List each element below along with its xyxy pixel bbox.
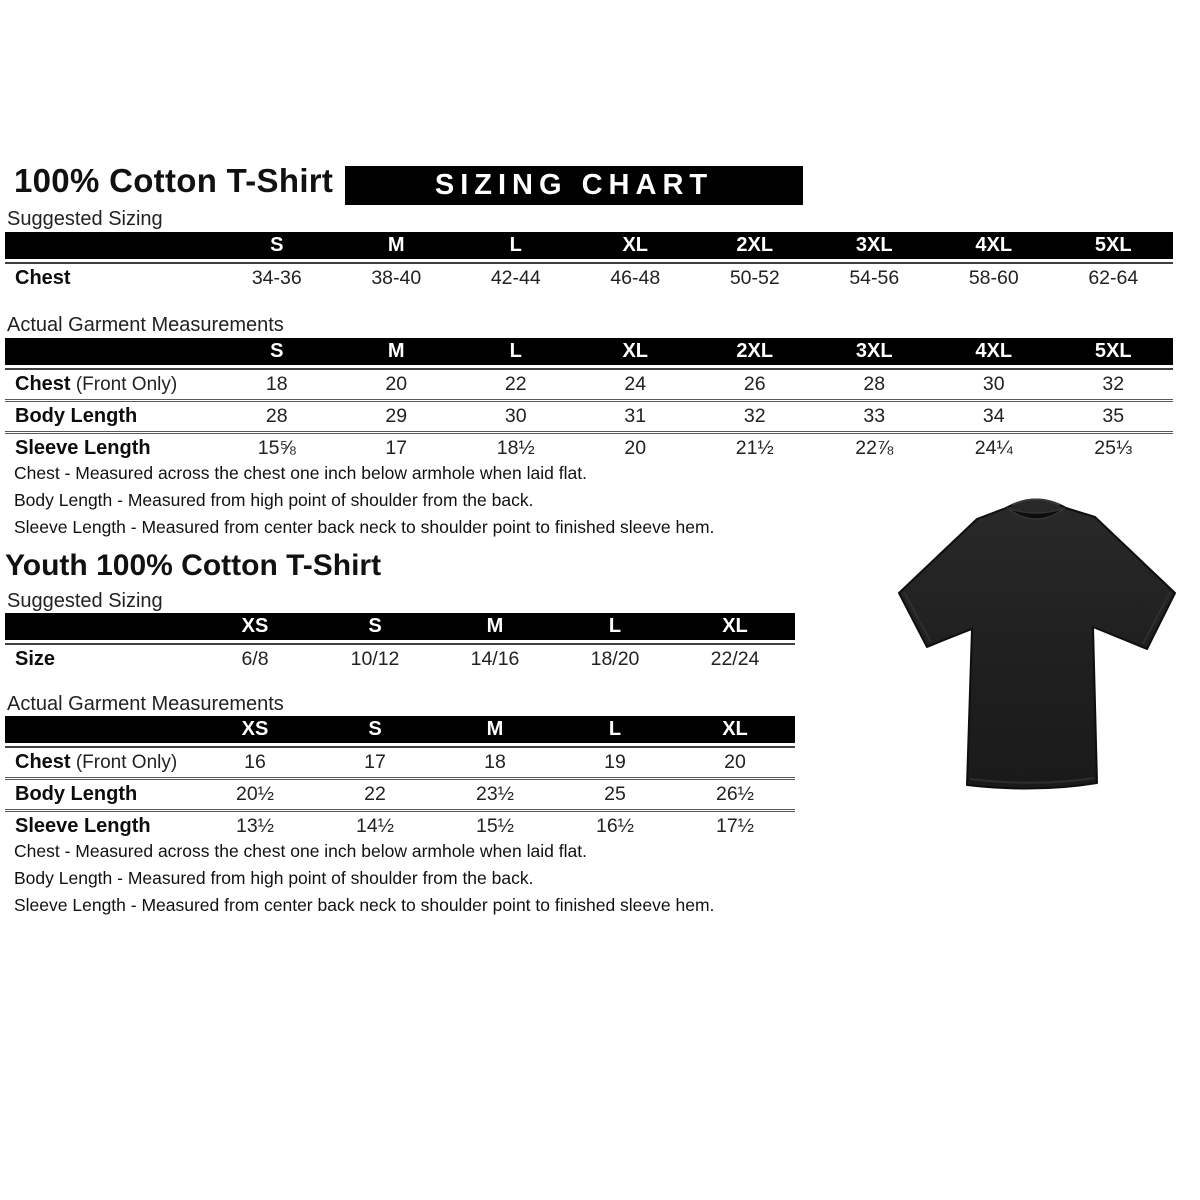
column-header-s: S	[315, 613, 435, 643]
note-body-length: Body Length - Measured from high point of shoulder from the back.	[14, 490, 534, 510]
table-row-sleeve-length	[5, 809, 795, 841]
cell-value: 21½	[695, 431, 815, 463]
table-header-row	[5, 338, 1173, 368]
cell-value: 42-44	[456, 262, 576, 293]
cell-value: 34-36	[217, 262, 337, 293]
column-header-5xl: 5XL	[1054, 232, 1174, 262]
cell-value: 22/24	[675, 643, 795, 674]
cell-value: 50-52	[695, 262, 815, 293]
table-header-row	[5, 232, 1173, 262]
cell-value: 26½	[675, 777, 795, 809]
row-label-suffix: (Front Only)	[70, 374, 178, 395]
row-label-text: Body Length	[15, 405, 138, 427]
row-label-body-length	[5, 399, 217, 431]
adult-actual-measurements-label: Actual Garment Measurements	[7, 314, 284, 336]
table-header-row	[5, 716, 795, 746]
cell-value: 20½	[195, 777, 315, 809]
column-header-3xl: 3XL	[815, 232, 935, 262]
cell-value: 14/16	[435, 643, 555, 674]
note-sleeve-length: Sleeve Length - Measured from center back neck to shoulder point to finished sleeve hem.	[14, 517, 715, 537]
table-row-size	[5, 643, 795, 674]
column-header-m: M	[435, 613, 555, 643]
cell-value: 18	[217, 368, 337, 399]
page-title: 100% Cotton T-Shirt	[14, 162, 334, 199]
table-row-body-length	[5, 777, 795, 809]
cell-value: 14½	[315, 809, 435, 841]
cell-value: 20	[576, 431, 696, 463]
column-header-xs: XS	[195, 613, 315, 643]
column-header-xl: XL	[576, 338, 696, 368]
cell-value: 18	[435, 746, 555, 777]
cell-value: 22	[456, 368, 576, 399]
note-chest: Chest - Measured across the chest one inch below armhole when laid flat.	[14, 841, 587, 861]
column-header-xl: XL	[576, 232, 696, 262]
cell-value: 25	[555, 777, 675, 809]
youth-actual-measurements-table	[5, 716, 795, 841]
row-label-body-length	[5, 777, 195, 809]
tshirt-body-shape	[899, 500, 1175, 789]
adult-suggested-sizing-table	[5, 232, 1173, 293]
column-header-m: M	[337, 338, 457, 368]
column-header-l: L	[456, 338, 576, 368]
row-label-text: Sleeve Length	[15, 437, 151, 459]
cell-value: 26	[695, 368, 815, 399]
column-header-l: L	[555, 613, 675, 643]
cell-value: 34	[934, 399, 1054, 431]
column-header-xs: XS	[195, 716, 315, 746]
cell-value: 24¼	[934, 431, 1054, 463]
table-corner-cell	[5, 338, 217, 368]
column-header-m: M	[337, 232, 457, 262]
cell-value: 13½	[195, 809, 315, 841]
youth-measurement-notes	[14, 838, 714, 919]
cell-value: 62-64	[1054, 262, 1174, 293]
cell-value: 31	[576, 399, 696, 431]
cell-value: 35	[1054, 399, 1174, 431]
table-row-chest	[5, 368, 1173, 399]
column-header-2xl: 2XL	[695, 338, 815, 368]
row-label-chest	[5, 262, 217, 293]
table-row-chest	[5, 746, 795, 777]
row-label-sleeve-length	[5, 431, 217, 463]
cell-value: 10/12	[315, 643, 435, 674]
row-label-suffix: (Front Only)	[70, 752, 178, 773]
cell-value: 17	[315, 746, 435, 777]
table-row-body-length	[5, 399, 1173, 431]
adult-actual-measurements-table	[5, 338, 1173, 463]
adult-suggested-sizing-label: Suggested Sizing	[7, 208, 163, 230]
cell-value: 15⅝	[217, 431, 337, 463]
tshirt-illustration	[886, 486, 1188, 802]
cell-value: 28	[815, 368, 935, 399]
column-header-4xl: 4XL	[934, 338, 1054, 368]
column-header-s: S	[315, 716, 435, 746]
column-header-4xl: 4XL	[934, 232, 1054, 262]
cell-value: 18½	[456, 431, 576, 463]
sizing-chart-banner-text: SIZING CHART	[434, 169, 714, 201]
black-tshirt-photo	[886, 486, 1188, 802]
row-label-text: Chest	[15, 373, 71, 395]
cell-value: 19	[555, 746, 675, 777]
table-corner-cell	[5, 716, 195, 746]
row-label-text: Sleeve Length	[15, 815, 151, 837]
row-label-text: Chest	[15, 267, 71, 289]
table-corner-cell	[5, 613, 195, 643]
cell-value: 29	[337, 399, 457, 431]
column-header-xl: XL	[675, 613, 795, 643]
note-body-length: Body Length - Measured from high point of shoulder from the back.	[14, 868, 534, 888]
cell-value: 38-40	[337, 262, 457, 293]
column-header-s: S	[217, 338, 337, 368]
table-row-sleeve-length	[5, 431, 1173, 463]
row-label-sleeve-length	[5, 809, 195, 841]
table-row-chest	[5, 262, 1173, 293]
row-label-size	[5, 643, 195, 674]
cell-value: 16	[195, 746, 315, 777]
cell-value: 30	[934, 368, 1054, 399]
sizing-chart-banner	[345, 166, 803, 205]
cell-value: 17	[337, 431, 457, 463]
row-label-chest	[5, 746, 195, 777]
column-header-5xl: 5XL	[1054, 338, 1174, 368]
cell-value: 24	[576, 368, 696, 399]
column-header-3xl: 3XL	[815, 338, 935, 368]
column-header-l: L	[555, 716, 675, 746]
table-header-row	[5, 613, 795, 643]
cell-value: 20	[675, 746, 795, 777]
column-header-m: M	[435, 716, 555, 746]
column-header-l: L	[456, 232, 576, 262]
column-header-s: S	[217, 232, 337, 262]
cell-value: 28	[217, 399, 337, 431]
row-label-text: Size	[15, 648, 56, 670]
cell-value: 17½	[675, 809, 795, 841]
youth-actual-measurements-label: Actual Garment Measurements	[7, 693, 284, 715]
cell-value: 33	[815, 399, 935, 431]
row-label-text: Body Length	[15, 783, 138, 805]
cell-value: 15½	[435, 809, 555, 841]
column-header-2xl: 2XL	[695, 232, 815, 262]
cell-value: 22⅞	[815, 431, 935, 463]
cell-value: 32	[1054, 368, 1174, 399]
cell-value: 20	[337, 368, 457, 399]
row-label-chest	[5, 368, 217, 399]
youth-suggested-sizing-label: Suggested Sizing	[7, 590, 163, 612]
table-corner-cell	[5, 232, 217, 262]
note-sleeve-length: Sleeve Length - Measured from center back neck to shoulder point to finished sleeve hem.	[14, 895, 715, 915]
cell-value: 23½	[435, 777, 555, 809]
cell-value: 58-60	[934, 262, 1054, 293]
cell-value: 22	[315, 777, 435, 809]
note-chest: Chest - Measured across the chest one inch below armhole when laid flat.	[14, 463, 587, 483]
cell-value: 32	[695, 399, 815, 431]
adult-measurement-notes	[14, 460, 714, 541]
row-label-text: Chest	[15, 751, 71, 773]
cell-value: 46-48	[576, 262, 696, 293]
cell-value: 16½	[555, 809, 675, 841]
youth-suggested-sizing-table	[5, 613, 795, 674]
column-header-xl: XL	[675, 716, 795, 746]
cell-value: 6/8	[195, 643, 315, 674]
cell-value: 25⅓	[1054, 431, 1174, 463]
cell-value: 30	[456, 399, 576, 431]
cell-value: 54-56	[815, 262, 935, 293]
youth-section-title: Youth 100% Cotton T-Shirt	[5, 549, 382, 582]
cell-value: 18/20	[555, 643, 675, 674]
